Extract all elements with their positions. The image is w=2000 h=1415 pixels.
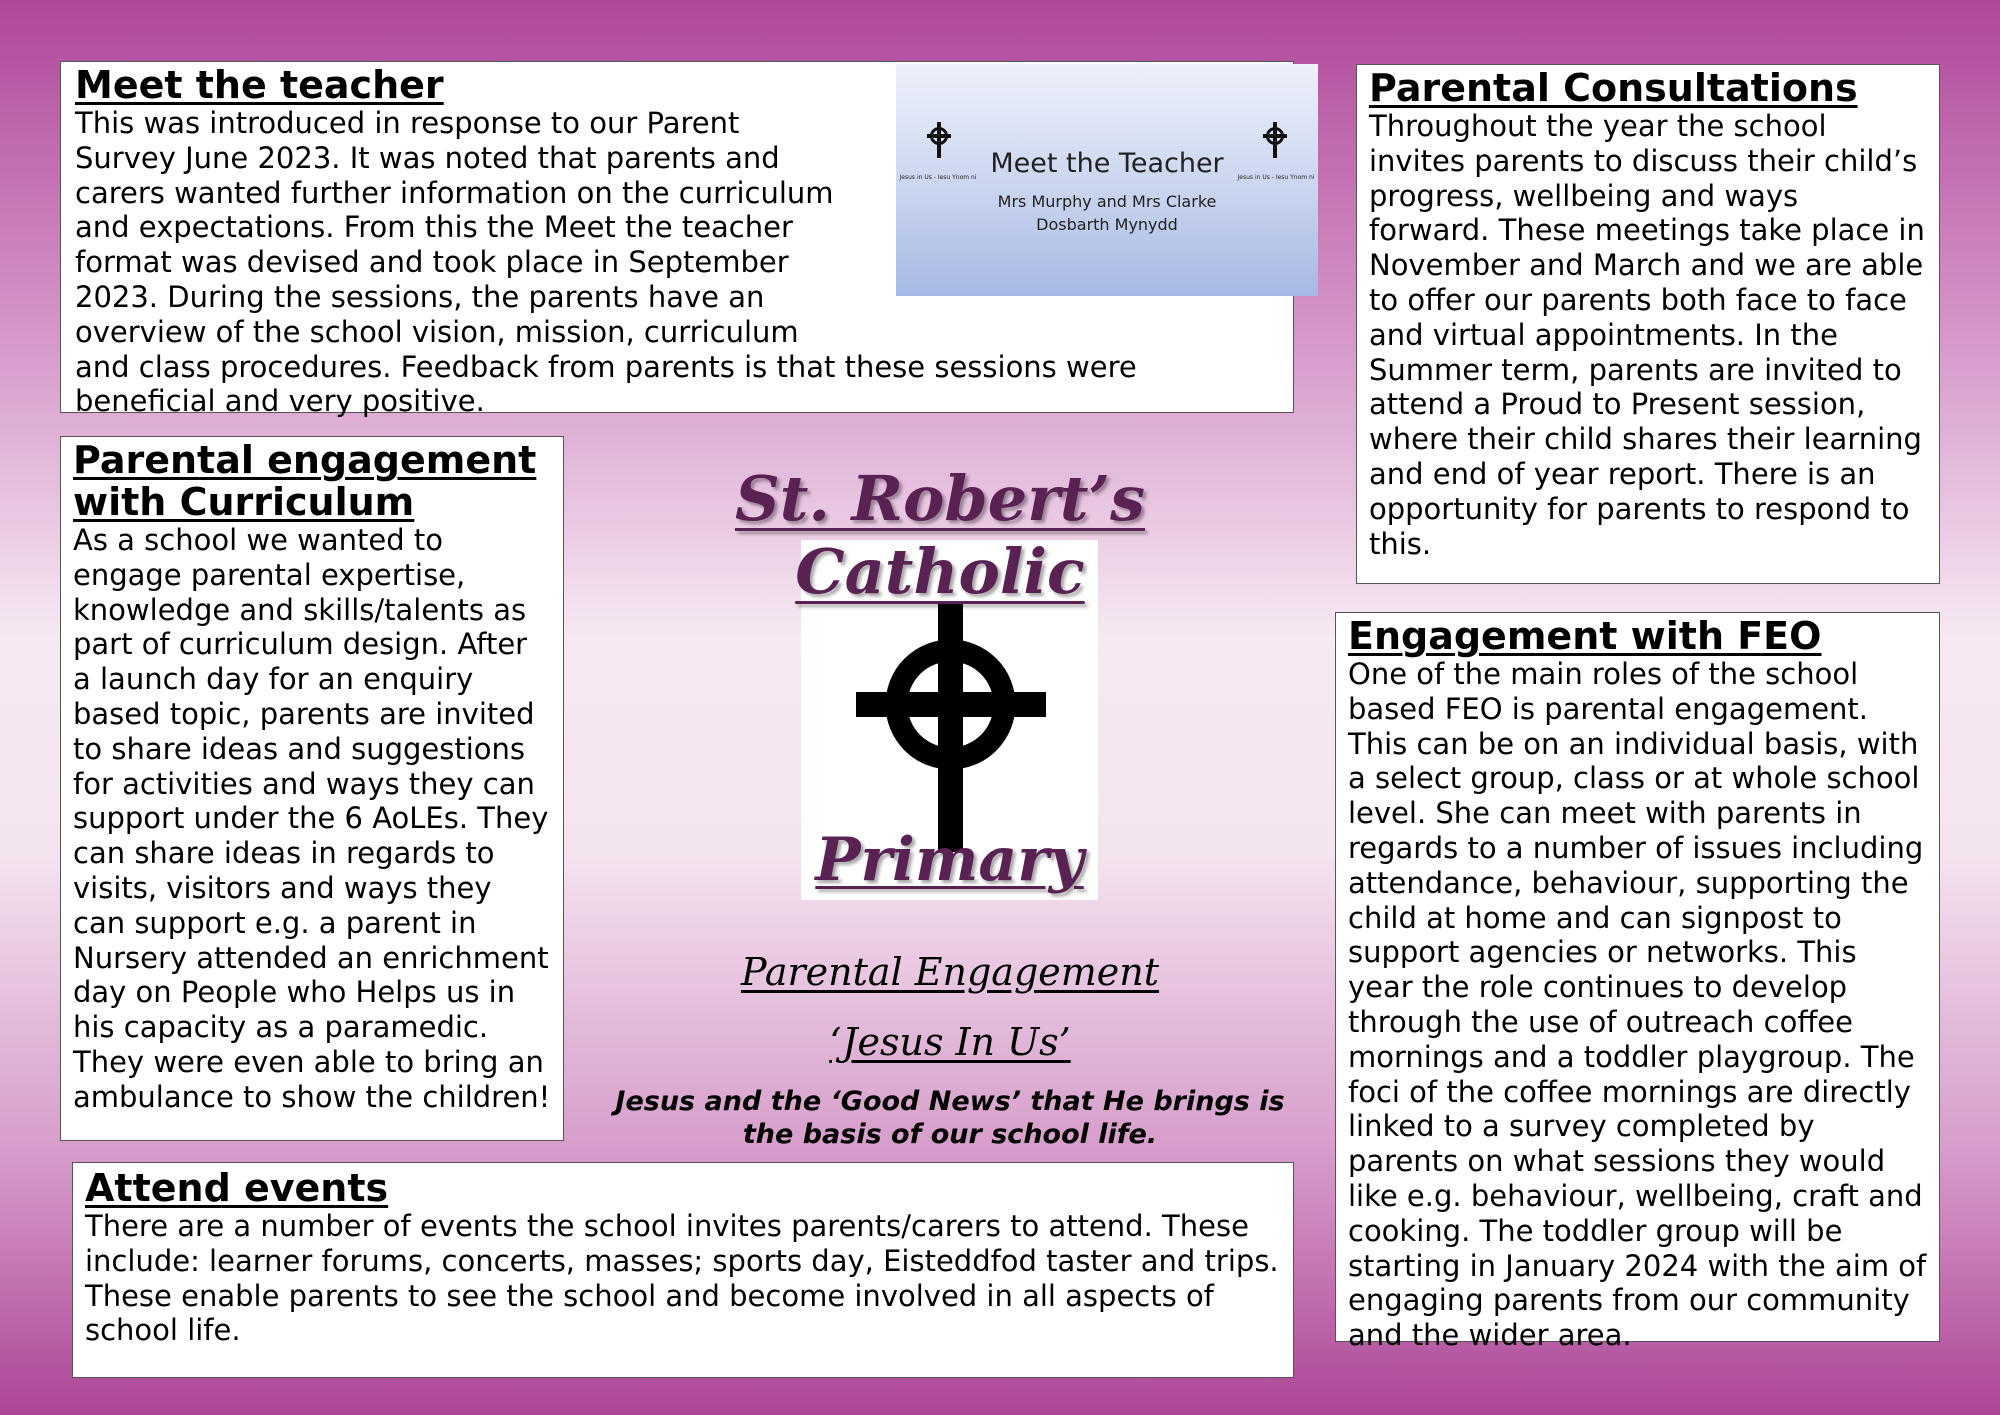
- consultations-panel: [1356, 64, 1940, 584]
- school-tagline: Jesus and the ‘Good News’ that He brings is the basis of our school life.: [615, 1086, 1285, 1150]
- curriculum-panel: [60, 436, 564, 1141]
- curriculum-heading: [73, 439, 551, 523]
- feo-heading: Engagement with FEO: [1348, 614, 1822, 658]
- curriculum-heading-line2: with Curriculum: [73, 480, 415, 524]
- feo-text: One of the main roles of the school based FEO is parental engagement. This can be on an individual basis, with a select group, class or at whole school level. She can meet with parents in regards to a number of issues including attendance, behaviour, supporting the child at home and can signpost to support agencies or networks. This year the role continues to develop through the use of outreach coffee mornings and a toddler playgroup. The foci of the coffee mornings are directly linked to a survey completed by parents on what sessions they would like e.g. behaviour, wellbeing, craft and cooking. The toddler group will be starting in January 2024 with the aim of engaging parents from our community and the wider area.: [1348, 657, 1927, 1353]
- meet-the-teacher-slide-image: [896, 64, 1318, 296]
- slide-teachers: Mrs Murphy and Mrs Clarke: [997, 192, 1217, 211]
- school-name: St. Robert’s Catholic: [734, 462, 1146, 608]
- events-heading: Attend events: [85, 1166, 389, 1210]
- meet-the-teacher-text: This was introduced in response to our Parent Survey June 2023. It was noted that parents and carers wanted further information on the curriculum and expectations. From this the Meet the teacher format was devised and took place in September 2023. During the sessions, the parents have an overview of the school vision, mission, curriculum and class procedures. Feedback from parents is that these sessions were beneficial and very positive.: [75, 106, 1137, 419]
- meet-the-teacher-heading: Meet the teacher: [75, 63, 444, 107]
- meet-the-teacher-panel: [60, 61, 1315, 419]
- events-panel: [72, 1162, 1294, 1378]
- parental-engagement-title: Parental Engagement: [740, 950, 1160, 994]
- school-motto: ‘Jesus In Us’: [829, 1020, 1071, 1064]
- slide-class: Dosbarth Mynydd: [1036, 215, 1178, 234]
- school-title-block: [580, 460, 1320, 1160]
- feo-panel: [1335, 612, 1940, 1353]
- consultations-text: Throughout the year the school invites parents to discuss their child’s progress, wellbeing and ways forward. These meetings take place in November and March and we are able to offer our parents both face to face and virtual appointments. In the Summer term, parents are invited to attend a Proud to Present session, where their child shares their learning and end of year report. There is an opportunity for parents to respond to this.: [1369, 109, 1925, 561]
- school-name-primary: Primary: [815, 825, 1084, 895]
- slide-motto-right: Jesus in Us - Iesu Ynom ni: [1237, 174, 1315, 181]
- curriculum-heading-line1: Parental engagement: [73, 438, 537, 482]
- slide-subtitle: [896, 190, 1318, 236]
- slide-title: Meet the Teacher: [990, 148, 1224, 179]
- slide-motto-left: Jesus in Us - Iesu Ynom ni: [899, 174, 977, 181]
- consultations-heading: Parental Consultations: [1369, 66, 1858, 110]
- events-text: There are a number of events the school invites parents/carers to attend. These include: learner forums, concerts, masses; sports day, Eisteddfod taster and trips. These enable parents to see the school and become involved in all aspects of school life.: [85, 1209, 1279, 1348]
- curriculum-text: As a school we wanted to engage parental expertise, knowledge and skills/talents as part of curriculum design. After a launch day for an enquiry based topic, parents are invited to share ideas and suggestions for activities and ways they can support under the 6 AoLEs. They can share ideas in regards to visits, visitors and ways they can support e.g. a parent in Nursery attended an enrichment day on People who Helps us in his capacity as a paramedic. They were even able to bring an ambulance to show the children!: [73, 523, 551, 1114]
